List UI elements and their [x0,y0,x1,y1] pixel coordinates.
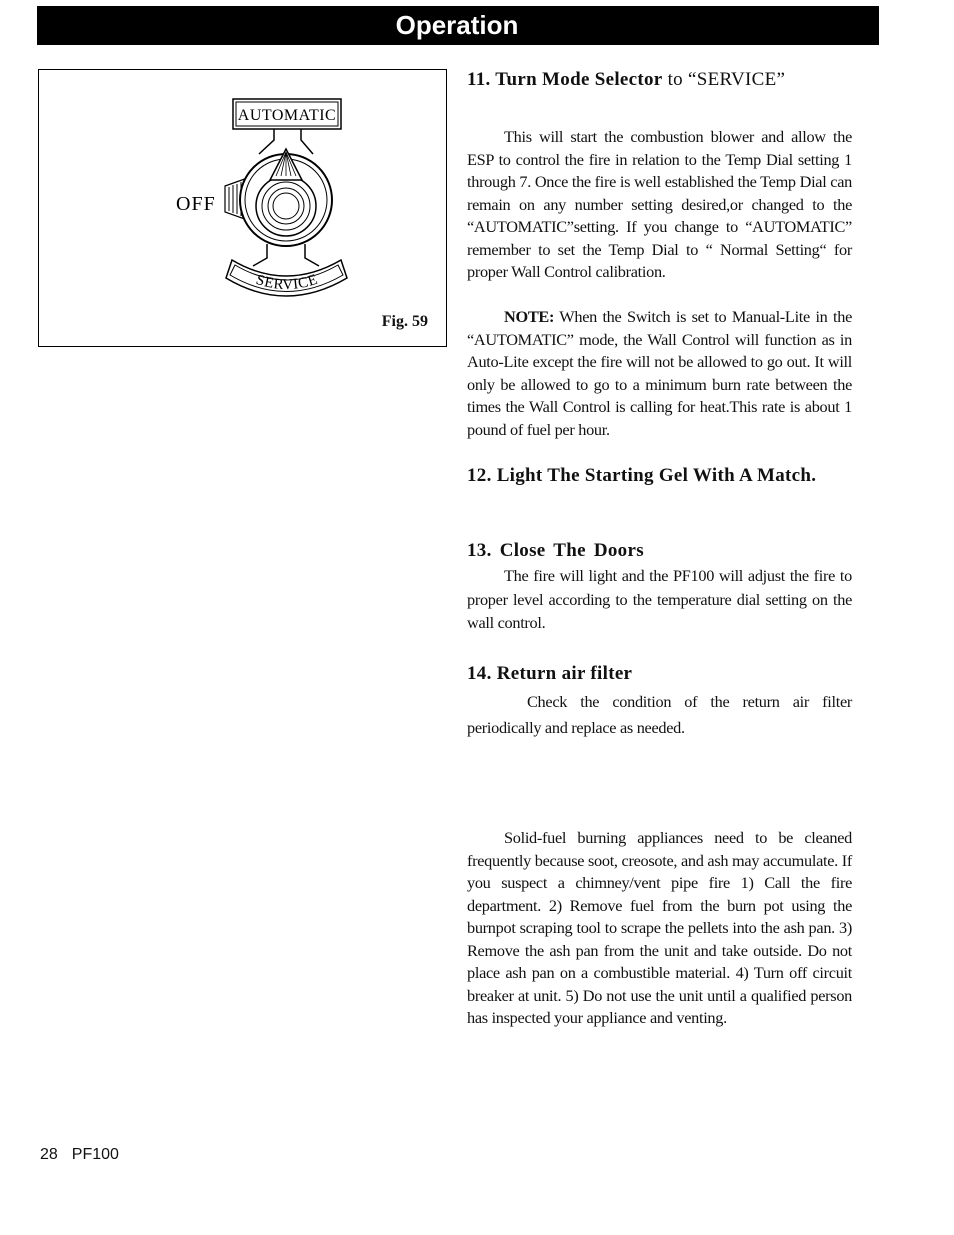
page-title: Operation [395,10,519,40]
section-14-paragraph: Check the condition of the return air filter periodically and replace as needed. [467,692,852,737]
mode-selector-illustration [129,88,349,323]
section-14-heading: 14. Return air filter [467,663,633,684]
cleaning-paragraph: Solid-fuel burning appliances need to be cleaned frequently because soot, creosote, and ash may accumulate. If you suspect a chimney/vent pipe fire 1) Call the fire department. 2) Remove fuel from the burn pot using the burnpot scraping tool to scrape the pellets into the ash pan. 3) Remove the ash pan from the unit and take outside. Do not place ash pan on a combustible material. 4) Turn off circuit breaker at unit. 5) Do not use the unit until a qualified person has inspected your appliance and venting. [467,828,852,1027]
section-13 [467,540,852,635]
automatic-label [233,99,341,129]
cleaning-section [467,827,852,1030]
off-label: OFF [176,193,216,215]
model-name: PF100 [71,1146,119,1163]
page-footer [40,1146,133,1164]
section-11-paragraph: This will start the combustion blower and allow the ESP to control the fire in relation to the Temp Dial setting 1 through 7. Once the fire is well established the Temp Dial can remain on any number setting desired,or changed to the “AUTOMATIC”setting. If you change to “AUTOMATIC” remember to set the Temp Dial to “ Normal Setting“ for proper Wall Control calibration. [467,127,852,281]
section-13-paragraph: The fire will light and the PF100 will adjust the fire to proper level according to the temperature dial setting on the wall control. [467,566,852,632]
section-11 [467,69,852,91]
section-13-heading: 13. Close The Doors [467,540,644,561]
svg-text:AUTOMATIC: AUTOMATIC [237,107,337,124]
mode-dial [240,149,332,246]
figure-59 [38,69,447,347]
page-number: 28 [40,1146,58,1163]
figure-caption: Fig. 59 [381,313,428,330]
page-header [37,6,879,45]
service-label [226,260,347,296]
section-14 [467,663,852,741]
note-paragraph: NOTE: When the Switch is set to Manual-Lite in the “AUTOMATIC” mode, the Wall Control will function as in Auto-Lite except the fire will not be allowed to go out. It will only be allowed to go to a minimum burn rate between the times the Wall Control is calling for heat.This rate is about 1 pound of fuel per hour. [467,307,852,439]
section-12-heading: 12. Light The Starting Gel With A Match. [467,465,817,486]
section-12 [467,465,852,487]
section-11-heading: 11. Turn Mode Selector to “SERVICE” [467,69,786,90]
note-block [467,306,852,441]
section-11-body [467,126,852,284]
svg-text:SERVICE: SERVICE [253,271,320,294]
